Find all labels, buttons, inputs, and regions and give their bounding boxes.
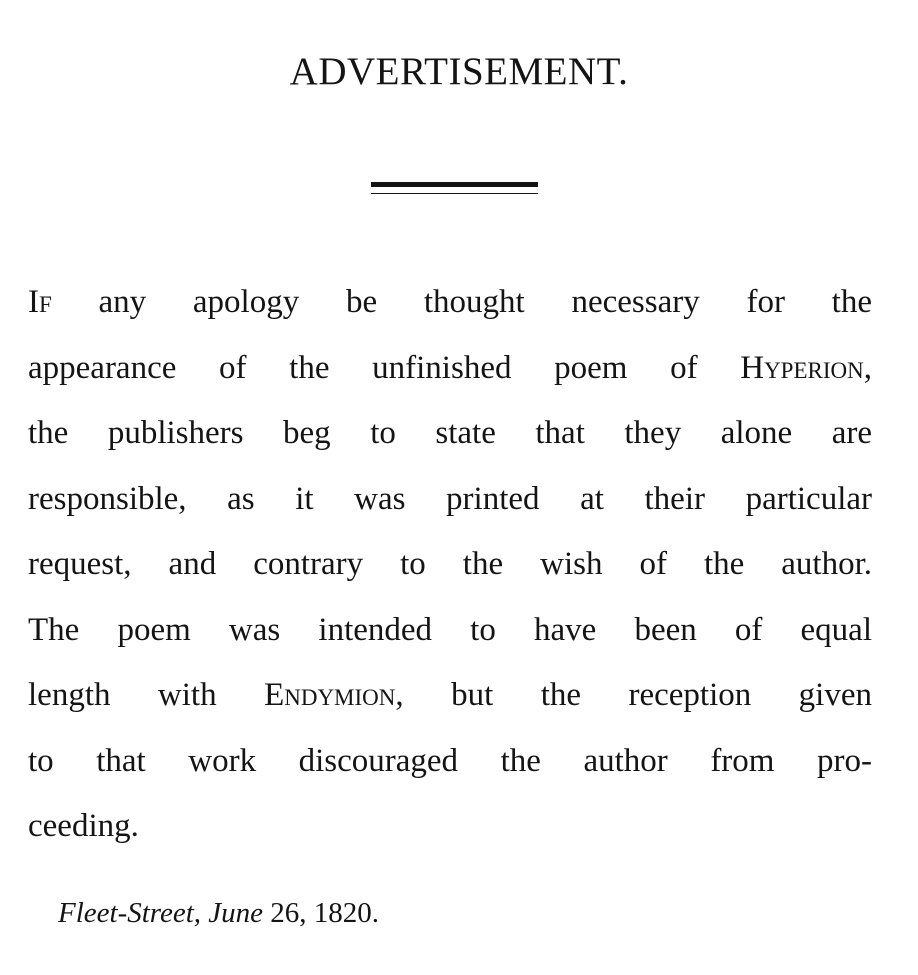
title-rule-thick	[371, 182, 538, 187]
signature-dateline	[58, 896, 379, 931]
paragraph-line: ceeding.	[28, 808, 139, 844]
page-title: ADVERTISEMENT.	[289, 50, 629, 93]
advertisement-paragraph	[28, 270, 872, 860]
poem-title-hyperion: Hyperion	[740, 349, 864, 386]
signature-place: Fleet-Street,	[58, 897, 202, 929]
paragraph-line: If any apology be thought necessary for the	[28, 284, 872, 320]
poem-title-endymion: Endymion	[264, 677, 396, 713]
drop-word: If	[28, 284, 52, 320]
signature-date: 26, 1820.	[263, 897, 380, 929]
paragraph-line: The poem was intended to have been of equal	[28, 611, 872, 648]
paragraph-line: the publishers beg to state that they alone are	[28, 415, 872, 451]
paragraph-line: responsible, as it was printed at their particular	[28, 480, 872, 517]
paragraph-line: appearance of the unfinished poem of Hyperion,	[28, 349, 872, 386]
paragraph-line: to that work discouraged the author from pro-	[28, 742, 872, 779]
paragraph-line: request, and contrary to the wish of the author.	[28, 546, 872, 582]
title-rule-thin	[371, 193, 538, 194]
paragraph-line: length with Endymion, but the reception given	[28, 677, 872, 713]
signature-month: June	[208, 897, 264, 929]
